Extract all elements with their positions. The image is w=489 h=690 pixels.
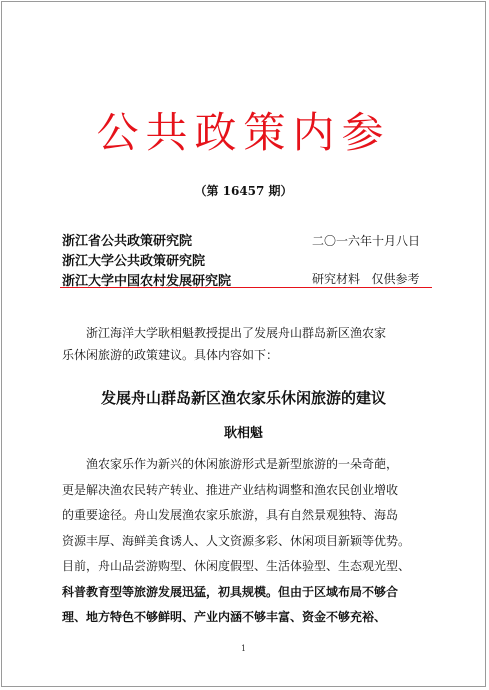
issue-number: （第 16457 期） (194, 184, 293, 198)
body-line: 资源丰厚、海鲜美食诱人、人文资源多彩、休闲项目新颖等优势。 (62, 533, 411, 548)
publish-date: 二〇一六年十月八日 (312, 234, 421, 248)
intro-paragraph (62, 322, 432, 366)
document-page (1, 1, 486, 687)
body-line: 渔农家乐作为新兴的休闲旅游形式是新型旅游的一朵奇葩， (86, 457, 399, 471)
intro-line: 乐休闲旅游的政策建议。具体内容如下： (62, 348, 279, 362)
article-title: 发展舟山群岛新区渔农家乐休闲旅游的建议 (100, 389, 386, 407)
usage-note: 研究材料 仅供参考 (312, 272, 420, 286)
article-author: 耿相魁 (223, 426, 263, 441)
body-line: 目前，舟山品尝游购型、休闲度假型、生活体验型、生态观光型、 (62, 559, 411, 573)
body-line: 更是解决渔农民转产转业、推进产业结构调整和渔农民创业增收 (62, 482, 399, 497)
institution-1: 浙江省公共政策研究院 (62, 234, 193, 249)
intro-line: 浙江海洋大学耿相魁教授提出了发展舟山群岛新区渔农家 (86, 326, 387, 340)
header-divider (60, 287, 432, 288)
institution-3: 浙江大学中国农村发展研究院 (62, 274, 232, 289)
masthead-title: 公共政策内参 (96, 108, 391, 157)
article-body (62, 452, 432, 631)
institution-2: 浙江大学公共政策研究院 (62, 254, 206, 269)
body-line: 的重要途径。舟山发展渔农家乐旅游，具有自然景观独特、海岛 (62, 508, 399, 522)
page-number: 1 (240, 644, 247, 653)
body-line: 理、地方特色不够鲜明、产业内涵不够丰富、资金不够充裕、 (62, 610, 387, 624)
body-line: 科普教育型等旅游发展迅猛，初具规模。但由于区域布局不够合 (62, 584, 399, 599)
